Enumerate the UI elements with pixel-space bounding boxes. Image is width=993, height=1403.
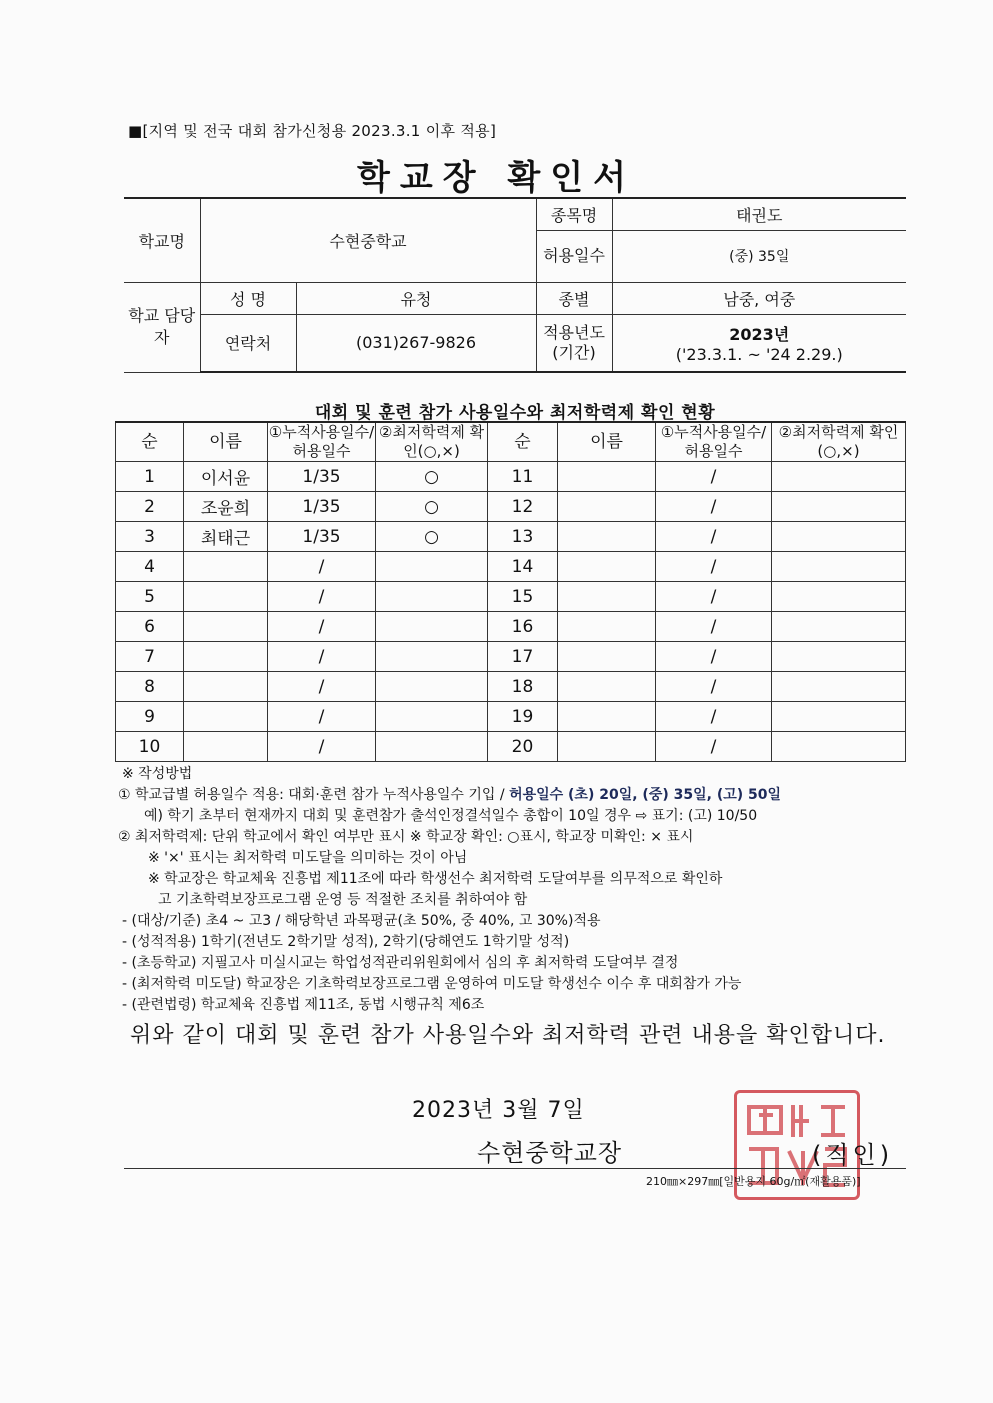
- student-name: 조윤희: [184, 492, 268, 522]
- section-title: 대회 및 훈련 참가 사용일수와 최저학력제 확인 현황: [314, 403, 716, 423]
- col-header-academic-right: ②최저학력제 확인(○,×): [772, 422, 906, 462]
- note-2: ② 최저학력제: 단위 학교에서 확인 여부만 표시 ※ 학교장 확인: ○표시, 학교장 미확인: × 표시: [118, 829, 694, 845]
- academic-check: [772, 612, 906, 642]
- allowed-days-label: 허용일수: [536, 230, 612, 282]
- document-title: 학교장 확인서: [357, 158, 636, 198]
- student-name: [184, 702, 268, 732]
- row-number: 3: [116, 522, 184, 552]
- notes-heading: ※ 작성방법: [122, 766, 193, 782]
- table-row: [116, 582, 906, 612]
- student-name: [558, 462, 656, 492]
- manager-name-label: 성 명: [200, 282, 296, 314]
- period-label: 적용년도 (기간): [536, 314, 612, 372]
- detail-2: - (성적적용) 1학기(전년도 2학기말 성적), 2학기(당해연도 1학기말 성적): [122, 934, 570, 950]
- gender-label: 종별: [536, 282, 612, 314]
- days-used: /: [656, 552, 772, 582]
- table-row: [116, 462, 906, 492]
- row-number: 19: [488, 702, 558, 732]
- manager-label: 학교 담당자: [124, 282, 200, 372]
- student-name: [184, 612, 268, 642]
- table-row: [116, 672, 906, 702]
- contact-value: (031)267-9826: [296, 314, 536, 372]
- student-name: [184, 552, 268, 582]
- days-used: 1/35: [268, 462, 376, 492]
- academic-check: [772, 462, 906, 492]
- contact-label: 연락처: [200, 314, 296, 372]
- days-used: /: [656, 492, 772, 522]
- academic-check: [376, 732, 488, 762]
- table-row: [116, 732, 906, 762]
- note-1-highlight: 허용일수 (초) 20일, (중) 35일, (고) 50일: [509, 787, 782, 803]
- school-info-table: [124, 197, 906, 373]
- academic-check: [376, 672, 488, 702]
- note-1: [118, 785, 908, 806]
- table-row: [116, 522, 906, 552]
- note-1-example: 예) 학기 초부터 현재까지 대회 및 훈련참가 출석인정결석일수 총합이 10일 경우 ⇨ 표기: (고) 10/50: [144, 808, 758, 824]
- participants-table: [115, 421, 906, 762]
- days-used: /: [656, 582, 772, 612]
- school-name-value: 수현중학교: [200, 198, 536, 282]
- student-name: [558, 732, 656, 762]
- academic-check: [772, 552, 906, 582]
- student-name: [184, 732, 268, 762]
- days-used: /: [656, 612, 772, 642]
- principal-title: 수현중학교장: [477, 1139, 623, 1167]
- student-name: [184, 642, 268, 672]
- academic-check: ○: [376, 462, 488, 492]
- academic-check: [376, 582, 488, 612]
- days-used: 1/35: [268, 522, 376, 552]
- form-header-note: ■[지역 및 전국 대회 참가신청용 2023.3.1 이후 적용]: [128, 122, 497, 140]
- note-2-sub-1: ※ '×' 표시는 최저학력 미도달을 의미하는 것이 아님: [148, 850, 468, 866]
- academic-check: [376, 612, 488, 642]
- academic-check: [772, 522, 906, 552]
- academic-check: [376, 552, 488, 582]
- note-1-prefix: ① 학교급별 허용일수 적용: 대회·훈련 참가 누적사용일수 기입 /: [118, 787, 510, 803]
- days-used: /: [656, 642, 772, 672]
- row-number: 5: [116, 582, 184, 612]
- gender-value: 남중, 여중: [612, 282, 906, 314]
- days-used: /: [268, 672, 376, 702]
- days-used: /: [656, 732, 772, 762]
- row-number: 20: [488, 732, 558, 762]
- row-number: 16: [488, 612, 558, 642]
- paper-spec: 210㎜×297㎜[일반용지 60g/㎡(재활용품)]: [646, 1175, 861, 1188]
- col-header-days: ①누적사용일수/허용일수: [268, 423, 375, 460]
- school-name-label: 학교명: [124, 198, 200, 282]
- manager-name-value: 유청: [296, 282, 536, 314]
- row-number: 13: [488, 522, 558, 552]
- days-used: /: [268, 552, 376, 582]
- row-number: 12: [488, 492, 558, 522]
- student-name: [558, 582, 656, 612]
- row-number: 2: [116, 492, 184, 522]
- student-name: [558, 702, 656, 732]
- signature-divider: [124, 1168, 906, 1169]
- academic-check: ○: [376, 492, 488, 522]
- period-year: 2023년: [729, 324, 790, 344]
- col-header-days-right: ①누적사용일수/허용일수: [656, 422, 772, 462]
- academic-check: ○: [376, 522, 488, 552]
- participants-header-row: [116, 422, 906, 462]
- days-used: /: [656, 672, 772, 702]
- col-header-academic: ②최저학력제 확인(○,×): [376, 422, 488, 462]
- detail-3: - (초등학교) 지필고사 미실시교는 학업성적관리위원회에서 심의 후 최저학력 도달여부 결정: [122, 955, 679, 971]
- student-name: [558, 492, 656, 522]
- student-name: 최태근: [184, 522, 268, 552]
- academic-check: [772, 492, 906, 522]
- row-number: 18: [488, 672, 558, 702]
- row-number: 17: [488, 642, 558, 672]
- academic-check: [772, 672, 906, 702]
- days-used: /: [268, 642, 376, 672]
- days-used: /: [656, 462, 772, 492]
- academic-check: [376, 702, 488, 732]
- detail-5: - (관련법령) 학교체육 진흥법 제11조, 동법 시행규칙 제6조: [122, 997, 485, 1013]
- student-name: [558, 672, 656, 702]
- note-2-sub-2b: 고 기초학력보장프로그램 운영 등 적절한 조치를 취하여야 함: [158, 892, 528, 908]
- col-header-name-right: 이름: [558, 422, 656, 462]
- row-number: 4: [116, 552, 184, 582]
- row-number: 14: [488, 552, 558, 582]
- col-header-name: 이름: [184, 422, 268, 462]
- student-name: [184, 672, 268, 702]
- sport-label: 종목명: [536, 198, 612, 230]
- academic-check: [772, 702, 906, 732]
- row-number: 7: [116, 642, 184, 672]
- period-value: [612, 314, 906, 372]
- row-number: 15: [488, 582, 558, 612]
- table-row: [116, 642, 906, 672]
- student-name: [558, 522, 656, 552]
- student-name: [558, 552, 656, 582]
- sport-value: 태권도: [612, 198, 906, 230]
- row-number: 10: [116, 732, 184, 762]
- academic-check: [772, 642, 906, 672]
- days-used: /: [268, 732, 376, 762]
- note-2-sub-2a: ※ 학교장은 학교체육 진흥법 제11조에 따라 학생선수 최저학력 도달여부를 의무적으로 확인하: [148, 871, 723, 887]
- allowed-days-value: (중) 35일: [612, 230, 906, 282]
- student-name: [558, 642, 656, 672]
- table-row: [116, 492, 906, 522]
- row-number: 1: [116, 462, 184, 492]
- academic-check: [376, 642, 488, 672]
- col-header-num-right: 순: [488, 422, 558, 462]
- student-name: [184, 582, 268, 612]
- days-used: /: [268, 582, 376, 612]
- table-row: [116, 552, 906, 582]
- academic-check: [772, 732, 906, 762]
- days-used: /: [656, 522, 772, 552]
- days-used: /: [268, 612, 376, 642]
- row-number: 6: [116, 612, 184, 642]
- days-used: /: [656, 702, 772, 732]
- col-header-num: 순: [116, 422, 184, 462]
- issue-date: 2023년 3월 7일: [412, 1098, 585, 1123]
- detail-1: - (대상/기준) 초4 ~ 고3 / 해당학년 과목평균(초 50%, 중 40%, 고 30%)적용: [122, 913, 601, 929]
- student-name: [558, 612, 656, 642]
- days-used: 1/35: [268, 492, 376, 522]
- writing-instructions: [118, 764, 908, 1016]
- detail-4: - (최저학력 미도달) 학교장은 기초학력보장프로그램 운영하여 미도달 학생선수 이수 후 대회참가 가능: [122, 976, 742, 992]
- table-row: [116, 612, 906, 642]
- table-row: [116, 702, 906, 732]
- period-range: ('23.3.1. ~ '24 2.29.): [675, 344, 843, 364]
- row-number: 11: [488, 462, 558, 492]
- row-number: 9: [116, 702, 184, 732]
- row-number: 8: [116, 672, 184, 702]
- academic-check: [772, 582, 906, 612]
- seal-label: (직인): [812, 1141, 894, 1169]
- student-name: 이서윤: [184, 462, 268, 492]
- confirmation-statement: 위와 같이 대회 및 훈련 참가 사용일수와 최저학력 관련 내용을 확인합니다.: [130, 1023, 886, 1048]
- days-used: /: [268, 702, 376, 732]
